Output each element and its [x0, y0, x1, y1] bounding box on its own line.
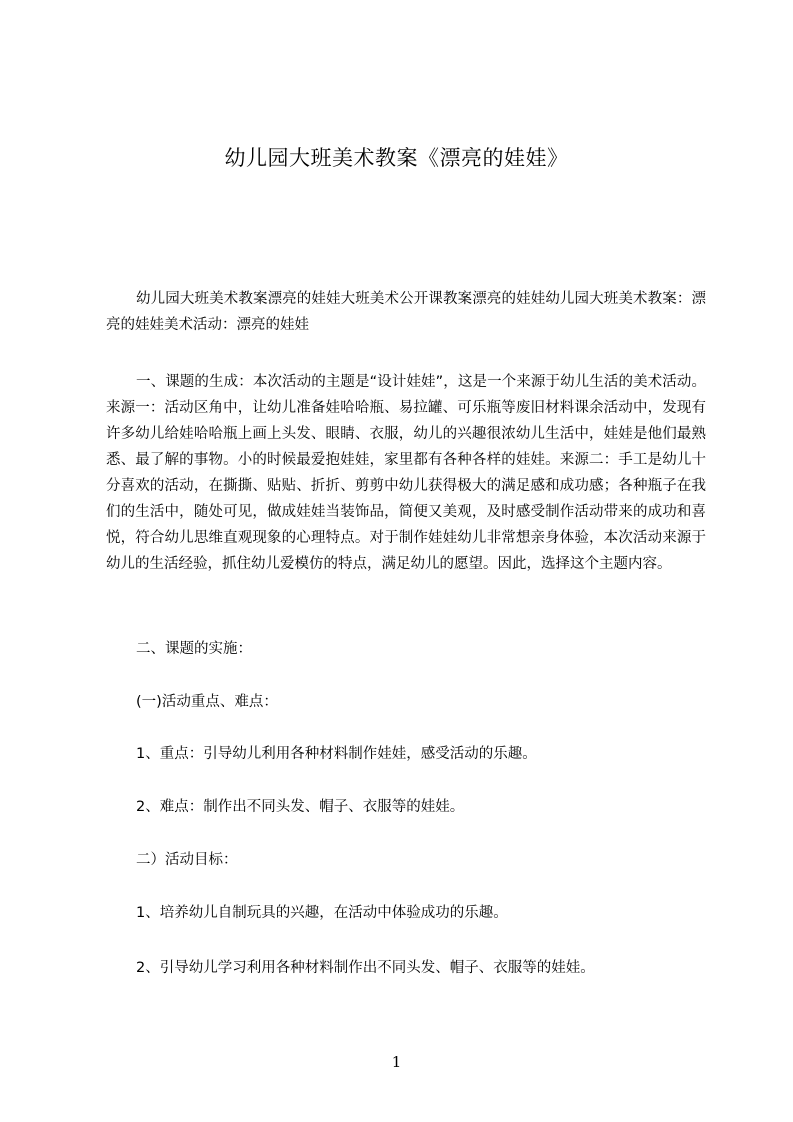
subsection-2-heading: 二）活动目标： — [136, 852, 238, 868]
key-point-line: 1、重点：引导幼儿利用各种材料制作娃娃，感受活动的乐趣。 — [136, 746, 537, 762]
intro-paragraph: 幼儿园大班美术教案漂亮的娃娃大班美术公开课教案漂亮的娃娃幼儿园大班美术教案：漂亮的娃娃美术活动：漂亮的娃娃 — [106, 291, 706, 333]
goal-2-line: 2、引导幼儿学习利用各种材料制作出不同头发、帽子、衣服等的娃娃。 — [136, 960, 595, 976]
subsection-1-heading: (一)活动重点、难点： — [136, 694, 278, 710]
page-number: 1 — [391, 1053, 402, 1071]
section-1-paragraph: 一、课题的生成：本次活动的主题是“设计娃娃”，这是一个来源于幼儿生活的美术活动。来源一：活动区角中，让幼儿准备娃哈哈瓶、易拉罐、可乐瓶等废旧材料课余活动中，发现有许多幼儿给娃哈哈瓶上画上头发、眼睛、衣服，幼儿的兴趣很浓幼儿生活中，娃娃是他们最熟悉、最了解的事物。小的时候最爱抱娃娃，家里都有各种各样的娃娃。来源二：手工是幼儿十分喜欢的活动，在撕撕、贴贴、折折、剪剪中幼儿获得极大的满足感和成功感；各种瓶子在我们的生活中，随处可见，做成娃娃当装饰品，简便又美观，及时感受制作活动带来的成功和喜悦，符合幼儿思维直观现象的心理特点。对于制作娃娃幼儿非常想亲身体验，本次活动来源于幼儿的生活经验，抓住幼儿爱模仿的特点，满足幼儿的愿望。因此，选择这个主题内容。 — [106, 374, 706, 572]
section-2-heading: 二、课题的实施： — [136, 641, 252, 657]
difficult-point-line: 2、难点：制作出不同头发、帽子、衣服等的娃娃。 — [136, 799, 465, 815]
document-title: 幼儿园大班美术教案《漂亮的娃娃》 — [224, 146, 569, 170]
goal-1-line: 1、培养幼儿自制玩具的兴趣，在活动中体验成功的乐趣。 — [136, 905, 508, 921]
